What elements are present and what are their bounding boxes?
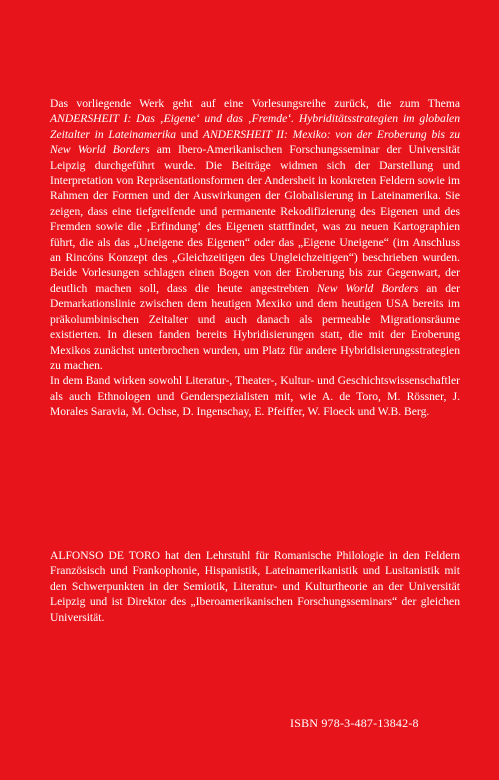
blurb-text: und <box>176 127 203 141</box>
author-bio-text: ALFONSO DE TORO hat den Lehrstuhl für Romanische Philologie in den Feldern Französisch und Frankophonie, Hispanistik, Lateinamerikanistik und Lusitanistik mit den Schwerpunkten in der Semiotik, Literatur- und Kulturtheorie an der Universität Leipzig und ist Direktor des „Iberoamerikanischen Forschungsseminars“ der gleichen Universität. <box>50 549 460 624</box>
blurb-paragraph-2: In dem Band wirken sowohl Literatur-, Theater-, Kultur- und Geschichtswissenschaftler als auch Ethnologen und Genderspezialisten mit, wie A. de Toro, M. Rössner, J. Morales Saravia, M. Ochse, D. Ingenschay, E. Pfeiffer, W. Floeck und W.B. Berg. <box>50 374 460 419</box>
book-blurb <box>50 96 460 420</box>
isbn: ISBN 978-3-487-13842-8 <box>290 716 419 730</box>
blurb-text: an der Demarkationslinie zwischen dem heutigen Mexiko und dem heutigen USA bereits im präkolumbinischen Zeitalter und auch danach als permeable Migrationsräume existierten. In diesen fanden bereits Hybridisierungen statt, die mit der Eroberung Mexikos zunächst unterbrochen wurden, um Platz für andere Hybridisierungsstrategien zu machen. <box>50 281 460 372</box>
lecture-title-1: ANDERSHEIT I: Das ‚Eigene‘ und das ‚Fremde‘. Hybriditätsstrategien im globalen Zeitalter in Lateinamerika <box>50 112 460 141</box>
author-bio <box>50 548 460 625</box>
blurb-text: am Ibero-Amerikanischen Forschungsseminar der Universität Leipzig durchgeführt wurde. Die Beiträge widmen sich der Darstellung und Interpretation von Repräsentationsformen der Andersheit in konkreten Feldern sowie im Rahmen der Formen und der Auswirkungen der Globalisierung in Lateinamerika. Sie zeigen, dass eine tiefgreifende und permanente Rekodifizierung des Eigenen und des Fremden sowie die ‚Erfindung‘ des Eigenen stattfindet, was zu neuen Kartographien führt, die als das „Uneigene des Eigenen“ oder das „Eigene Uneigene“ (im Anschluss an Rincóns Konzept des „Gleichzeitigen des Ungleichzeitigen“) beschrieben wurden. Beide Vorlesungen schlagen einen Bogen von der Eroberung bis zur Gegenwart, der deutlich machen soll, dass die heute angestrebten <box>50 143 461 295</box>
lecture-title-2: ANDERSHEIT II: Mexiko: von der Eroberung bis zu New World Borders <box>50 127 461 157</box>
blurb-text: Das vorliegende Werk geht auf eine Vorlesungsreihe zurück, die zum Thema <box>50 97 460 110</box>
blurb-paragraph-1 <box>50 96 460 373</box>
new-world-borders-term: New World Borders <box>316 281 419 295</box>
